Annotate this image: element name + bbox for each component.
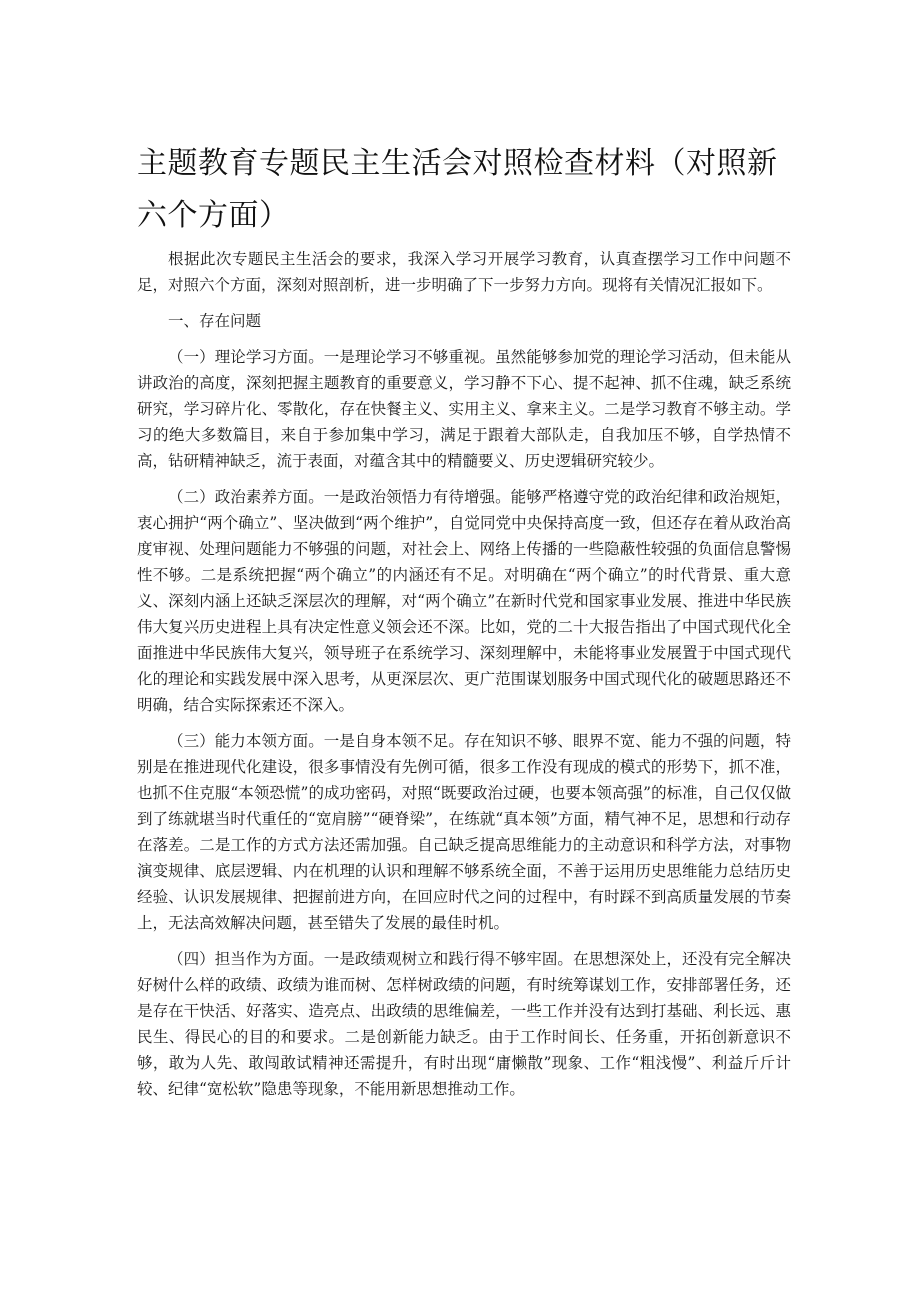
intro-paragraph: 根据此次专题民主生活会的要求，我深入学习开展学习教育，认真查摆学习工作中问题不足，对照六个方面，深刻对照剖析，进一步明确了下一步努力方向。现将有关情况汇报如下。 bbox=[137, 250, 791, 294]
document-title: 主题教育专题民主生活会对照检查材料（对照新六个方面） bbox=[137, 146, 778, 233]
paragraph-theory-study: （一）理论学习方面。一是理论学习不够重视。虽然能够参加党的理论学习活动，但未能从讲政治的高度，深刻把握主题教育的重要意义，学习静不下心、提不起神、抓不住魂，缺乏系统研究，学习碎片化、零散化，存在快餐主义、实用主义、拿来主义。二是学习教育不够主动。学习的绝大多数篇目，来自于参加集中学习，满足于跟着大部队走，自我加压不够，自学热情不高，钻研精神缺乏，流于表面，对蕴含其中的精髓要义、历史逻辑研究较少。 bbox=[137, 348, 791, 470]
paragraph-ability: （三）能力本领方面。一是自身本领不足。存在知识不够、眼界不宽、能力不强的问题，特别是在推进现代化建设，很多事情没有先例可循，很多工作没有现成的模式的形势下，抓不准，也抓不住克服“本领恐慌”的成功密码，对照“既要政治过硬，也要本领高强”的标准，自己仅仅做到了练就堪当时代重任的“宽肩膀”“硬脊梁”，在练就“真本领”方面，精气神不足，思想和行动存在落差。二是工作的方式方法还需加强。自己缺乏提高思维能力的主动意识和科学方法，对事物演变规律、底层逻辑、内在机理的认识和理解不够系统全面，不善于运用历史思维能力总结历史经验、认识发展规律、把握前进方向，在回应时代之问的过程中，有时踩不到高质量发展的节奏上，无法高效解决问题，甚至错失了发展的最佳时机。 bbox=[137, 732, 791, 932]
paragraph-political-literacy: （二）政治素养方面。一是政治领悟力有待增强。能够严格遵守党的政治纪律和政治规矩，衷心拥护“两个确立”、坚决做到“两个维护”，自觉同党中央保持高度一致，但还存在着从政治高度审视、处理问题能力不够强的问题，对社会上、网络上传播的一些隐蔽性较强的负面信息警惕性不够。二是系统把握“两个确立”的内涵还有不足。对明确在“两个确立”的时代背景、重大意义、深刻内涵上还缺乏深层次的理解，对“两个确立”在新时代党和国家事业发展、推进中华民族伟大复兴历史进程上具有决定性意义领会还不深。比如，党的二十大报告指出了中国式现代化全面推进中华民族伟大复兴，领导班子在系统学习、深刻理解中，未能将事业发展置于中国式现代化的理论和实践发展中深入思考，从更深层次、更广范围谋划服务中国式现代化的破题思路还不明确，结合实际探索还不深入。 bbox=[137, 488, 791, 714]
paragraph-responsibility: （四）担当作为方面。一是政绩观树立和践行得不够牢固。在思想深处上，还没有完全解决好树什么样的政绩、政绩为谁而树、怎样树政绩的问题，有时统筹谋划工作，安排部署任务，还是存在干快活、好落实、造亮点、出政绩的思维偏差，一些工作并没有达到打基础、利长远、惠民生、得民心的目的和要求。二是创新能力缺乏。由于工作时间长、任务重，开拓创新意识不够，敢为人先、敢闯敢试精神还需提升，有时出现“庸懒散”现象、工作“粗浅慢”、利益斤斤计较、纪律“宽松软”隐患等现象，不能用新思想推动工作。 bbox=[137, 950, 791, 1098]
section-heading-problems: 一、存在问题 bbox=[168, 312, 262, 330]
document-body bbox=[137, 246, 791, 1112]
